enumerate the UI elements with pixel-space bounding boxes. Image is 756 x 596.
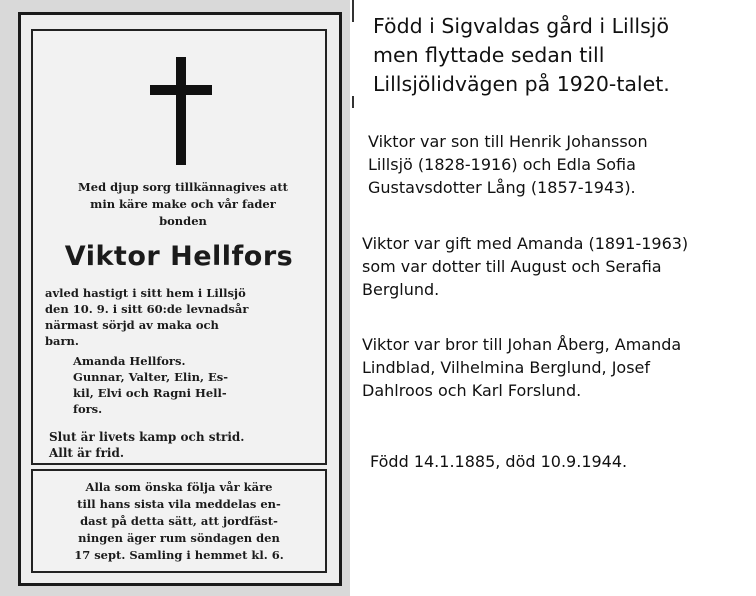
funeral-notice-box xyxy=(31,469,327,573)
memorial-verse: Slut är livets kamp och strid. Allt är frid. xyxy=(49,430,245,460)
obituary-frame xyxy=(18,12,342,586)
spouse-note: Viktor var gift med Amanda (1891-1963) som var dotter till August och Serafia Berglund. xyxy=(362,234,689,299)
cross-icon xyxy=(150,57,212,165)
parents-note: Viktor var son till Henrik Johansson Lillsjö (1828-1916) och Edla Sofia Gustavsdotter Lång (1857-1943). xyxy=(368,132,648,197)
mourners-list: Amanda Hellfors. Gunnar, Valter, Elin, Es- kil, Elvi och Ragni Hell- fors. xyxy=(73,354,229,416)
death-notice: avled hastigt i sitt hem i Lillsjö den 10. 9. i sitt 60:de levnadsår närmast sörjd av maka och barn. xyxy=(45,286,249,348)
column-divider xyxy=(352,0,354,22)
dates-note: Född 14.1.1885, död 10.9.1944. xyxy=(370,452,628,471)
deceased-name: Viktor Hellfors xyxy=(64,241,294,272)
obituary-clipping xyxy=(0,0,350,596)
column-divider xyxy=(352,96,354,108)
funeral-notice: Alla som önska följa vår käre till hans sista vila meddelas en- dast på detta sätt, att jordfäst- ningen äger rum söndagen den 17 sept. Samling i hemmet kl. 6. xyxy=(74,480,284,562)
obituary-main-box xyxy=(31,29,327,465)
obituary-intro: Med djup sorg tillkännagives att min käre make och vår fader bonden xyxy=(78,180,288,228)
siblings-note: Viktor var bror till Johan Åberg, Amanda Lindblad, Vilhelmina Berglund, Josef Dahlroos och Karl Forslund. xyxy=(362,335,682,400)
birthplace-note: Född i Sigvaldas gård i Lillsjö men flyttade sedan till Lillsjölidvägen på 1920-talet. xyxy=(373,14,670,96)
